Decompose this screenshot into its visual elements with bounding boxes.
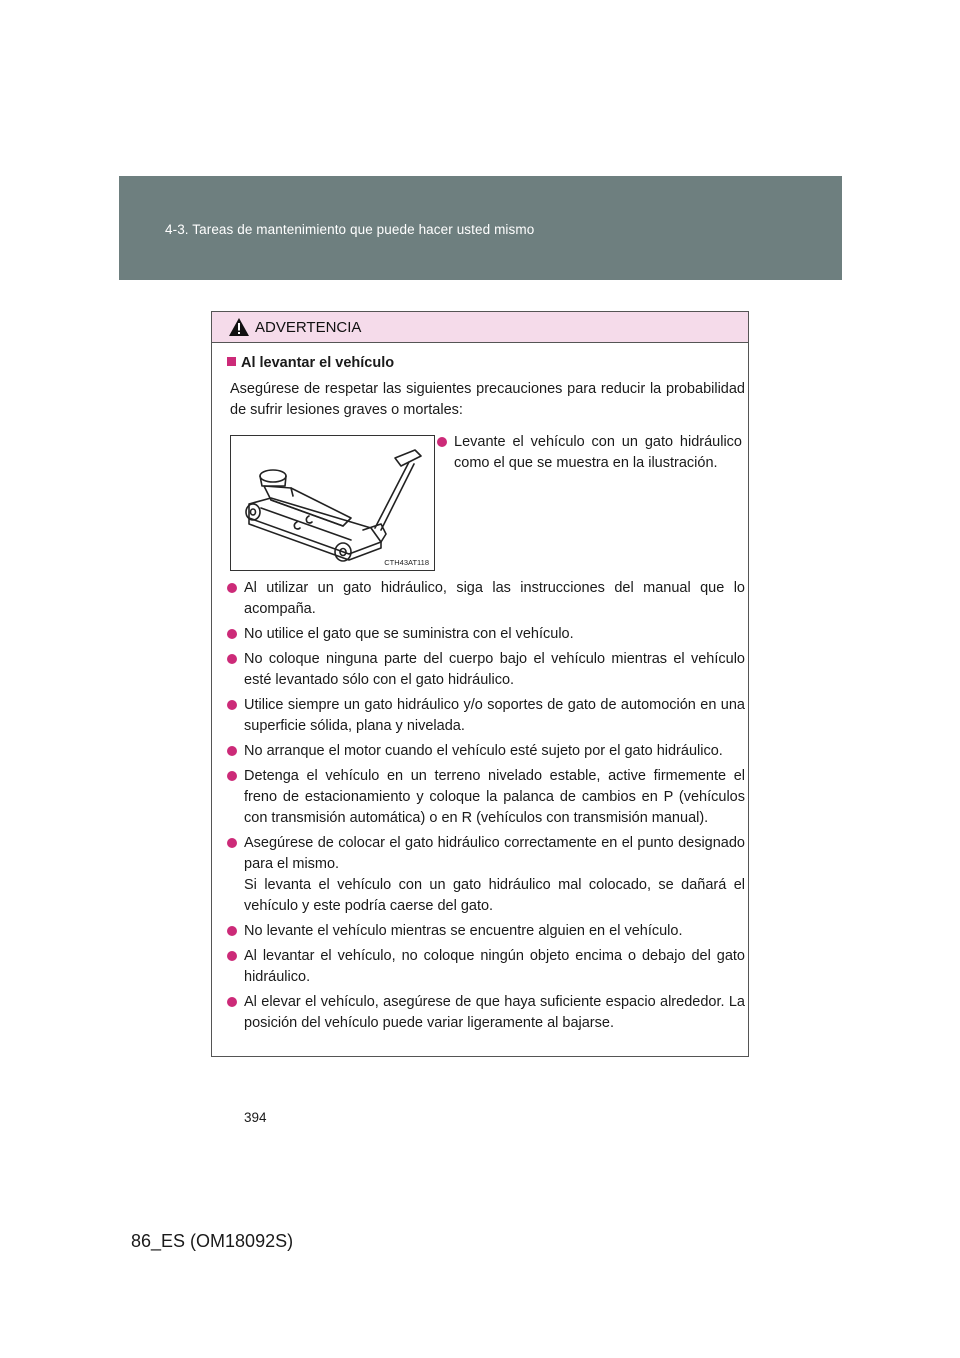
- list-item-text: Utilice siempre un gato hidráulico y/o soportes de gato de automoción en una superficie sólida, plana y nivelada.: [244, 697, 745, 734]
- list-item: [227, 649, 745, 691]
- bullet-dot-icon: [227, 838, 237, 848]
- list-item: [227, 695, 745, 737]
- bullet-dot-icon: [227, 997, 237, 1007]
- side-bullet-text: Levante el vehículo con un gato hidráulico como el que se muestra en la ilustración.: [454, 434, 742, 471]
- precautions-list: [227, 578, 745, 1038]
- bullet-dot-icon: [227, 629, 237, 639]
- list-item-text: Al utilizar un gato hidráulico, siga las instrucciones del manual que lo acompaña.: [244, 580, 745, 617]
- warning-title: ADVERTENCIA: [255, 319, 362, 336]
- bullet-dot-icon: [227, 583, 237, 593]
- list-item-text: Al levantar el vehículo, no coloque ningún objeto encima o debajo del gato hidráulico.: [244, 948, 745, 985]
- bullet-dot-icon: [227, 746, 237, 756]
- warning-box: [211, 311, 749, 1057]
- section-header-title: 4-3. Tareas de mantenimiento que puede hacer usted mismo: [165, 222, 535, 237]
- section-title: [227, 355, 394, 371]
- bullet-dot-icon: [227, 700, 237, 710]
- list-item-text: No coloque ninguna parte del cuerpo bajo el vehículo mientras el vehículo esté levantado sólo con el gato hidráulico.: [244, 651, 745, 688]
- hydraulic-jack-illustration: [230, 435, 435, 571]
- figure-code: CTH43AT118: [384, 558, 429, 567]
- warning-header: [212, 312, 748, 343]
- list-item: [227, 946, 745, 988]
- list-item-text: No utilice el gato que se suministra con el vehículo.: [244, 626, 574, 642]
- bullet-dot-icon: [227, 926, 237, 936]
- list-item: [227, 741, 745, 762]
- section-title-text: Al levantar el vehículo: [241, 355, 395, 371]
- floor-jack-image: [231, 436, 434, 570]
- list-item: [227, 992, 745, 1034]
- list-item: [227, 766, 745, 829]
- side-bullet: [447, 432, 742, 474]
- bullet-dot-icon: [437, 437, 447, 447]
- document-code: 86_ES (OM18092S): [131, 1231, 294, 1251]
- list-item-text: No arranque el motor cuando el vehículo esté sujeto por el gato hidráulico.: [244, 743, 723, 759]
- list-item: [227, 578, 745, 620]
- list-item-text: No levante el vehículo mientras se encuentre alguien en el vehículo.: [244, 923, 683, 939]
- list-item: [227, 921, 745, 942]
- list-item: [227, 833, 745, 917]
- list-item: [227, 624, 745, 645]
- page-number: 394: [244, 1110, 267, 1125]
- square-marker-icon: [227, 357, 236, 366]
- list-item-text: Detenga el vehículo en un terreno nivelado estable, active firmemente el freno de estacionamiento y coloque la palanca de cambios en P (vehículos con transmisión automática) o en R (vehículos con transmisión manual).: [244, 768, 745, 826]
- list-item-text: Asegúrese de colocar el gato hidráulico correctamente en el punto designado para el mismo. Si levanta el vehículo con un gato hidráulico mal colocado, se dañará el vehículo y este podría caerse del gato.: [244, 835, 745, 914]
- bullet-dot-icon: [227, 951, 237, 961]
- warning-triangle-icon: [228, 317, 250, 337]
- bullet-dot-icon: [227, 771, 237, 781]
- bullet-dot-icon: [227, 654, 237, 664]
- list-item-text: Al elevar el vehículo, asegúrese de que haya suficiente espacio alrededor. La posición del vehículo puede variar ligeramente al bajarse.: [244, 994, 745, 1031]
- intro-paragraph: Asegúrese de respetar las siguientes precauciones para reducir la probabilidad de sufrir lesiones graves o mortales:: [230, 381, 745, 418]
- section-header-band: [119, 176, 842, 280]
